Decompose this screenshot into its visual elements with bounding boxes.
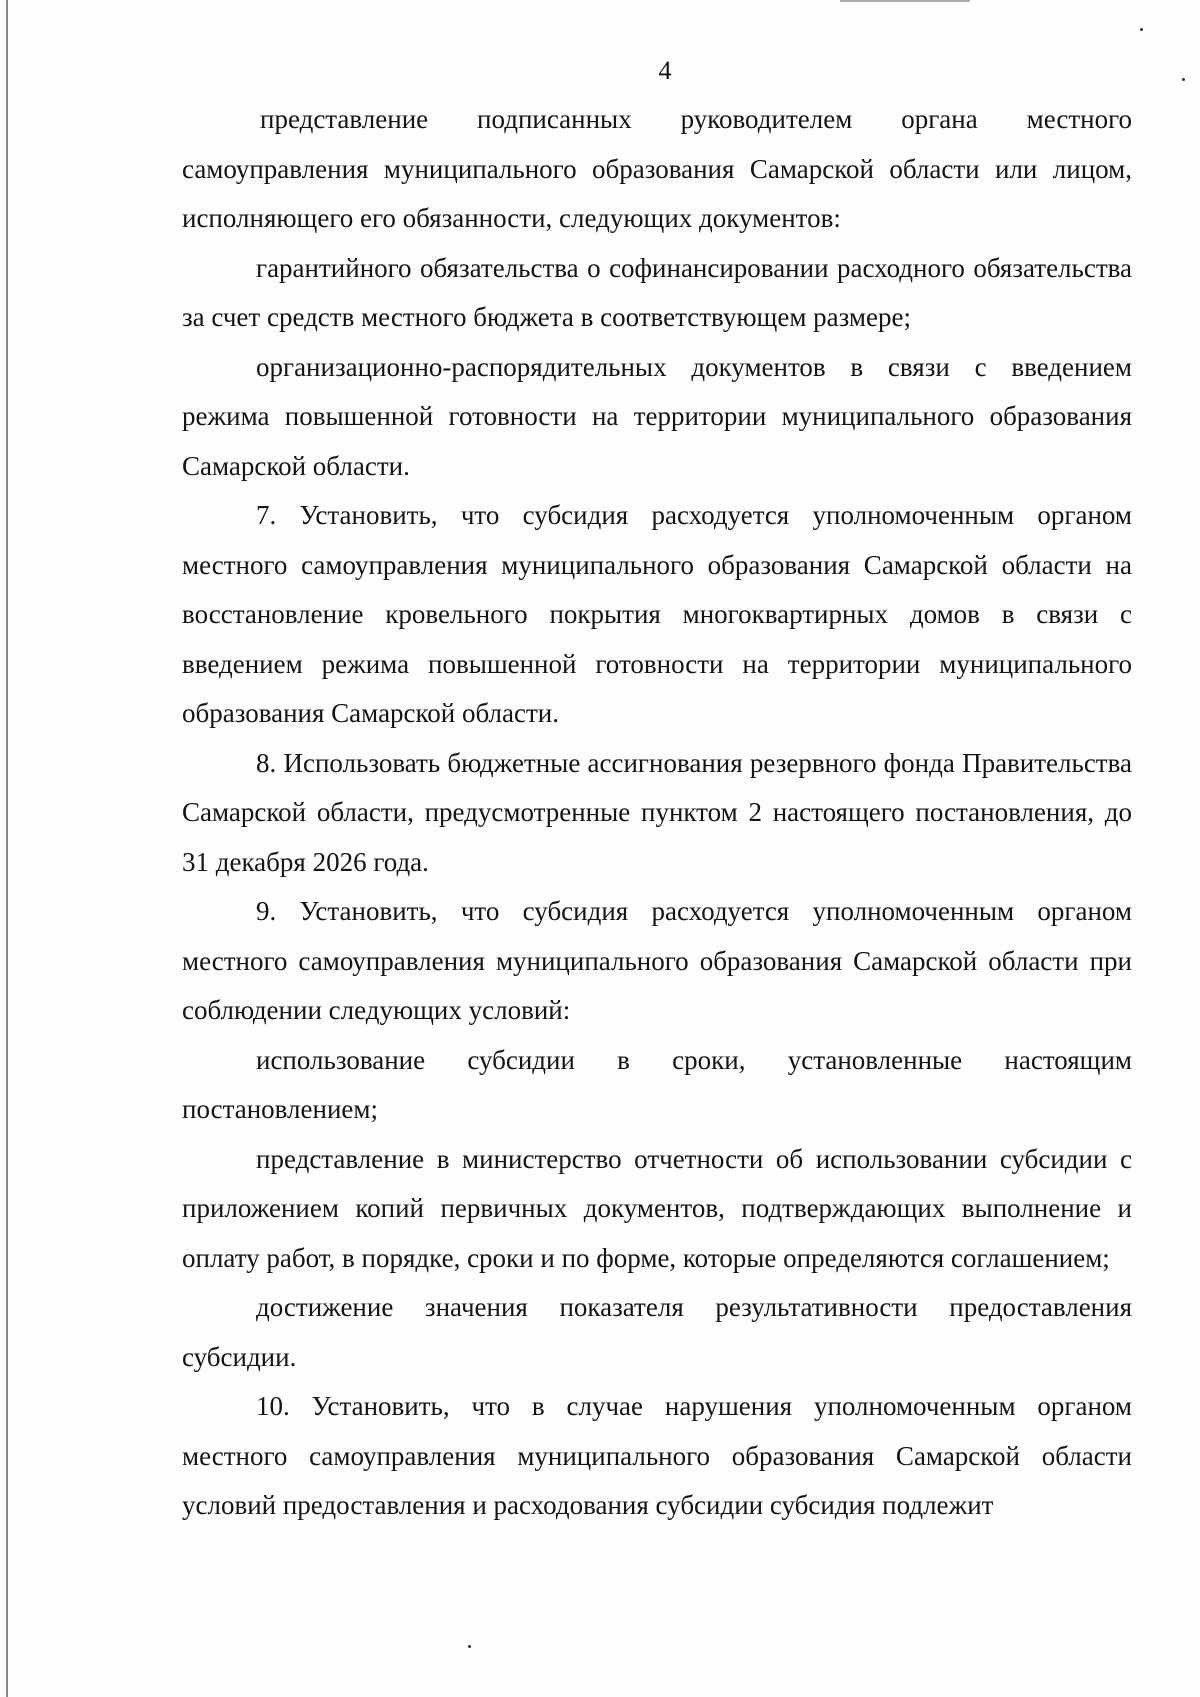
document-body bbox=[182, 95, 1132, 1531]
scan-speck bbox=[468, 1645, 471, 1648]
paragraph: гарантийного обязательства о софинансировании расходного обязательства за счет средств местного бюджета в соответствующем размере; bbox=[182, 252, 1132, 332]
paragraph: использование субсидии в сроки, установленные настоящим постановлением; bbox=[182, 1044, 1132, 1124]
page-number: 4 bbox=[658, 56, 672, 85]
paragraph: 9. Установить, что субсидия расходуется уполномоченным органом местного самоуправления муниципального образования Самарской области при соблюдении следующих условий: bbox=[182, 896, 1132, 1025]
paragraph: 10. Установить, что в случае нарушения уполномоченным органом местного самоуправления муниципального образования Самарской области условий предоставления и расходования субсидии субсидия подлежит bbox=[182, 1391, 1132, 1520]
paragraph: 8. Использовать бюджетные ассигнования резервного фонда Правительства Самарской области, предусмотренные пунктом 2 настоящего постановления, до 31 декабря 2026 года. bbox=[182, 747, 1132, 877]
paragraph: организационно-распорядительных документов в связи с введением режима повышенной готовности на территории муниципального образования Самарской области. bbox=[182, 351, 1132, 481]
paragraph: достижение значения показателя результативности предоставления субсидии. bbox=[182, 1292, 1132, 1372]
scan-edge-top bbox=[840, 0, 970, 2]
paragraph: представление в министерство отчетности об использовании субсидии с приложением копий первичных документов, подтверждающих выполнение и оплату работ, в порядке, сроки и по форме, которые определяются соглашением; bbox=[182, 1143, 1132, 1273]
scan-edge-left bbox=[6, 0, 8, 1697]
scan-speck bbox=[1140, 28, 1143, 31]
paragraph: 7. Установить, что субсидия расходуется уполномоченным органом местного самоуправления муниципального образования Самарской области на восстановление кровельного покрытия многоквартирных домов в связи с введением режима повышенной готовности на территории муниципального образования Самарской области. bbox=[182, 500, 1132, 728]
paragraph: представление подписанных руководителем органа местного самоуправления муниципального образования Самарской области или лицом, исполняющего его обязанности, следующих документов: bbox=[182, 104, 1132, 233]
